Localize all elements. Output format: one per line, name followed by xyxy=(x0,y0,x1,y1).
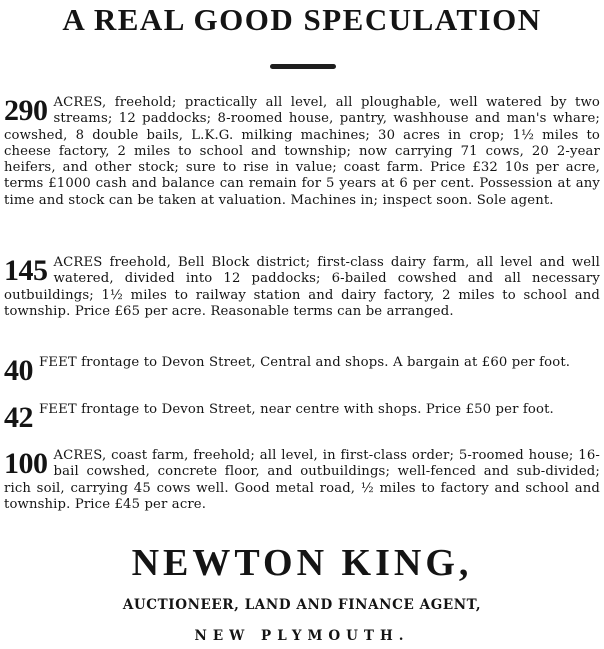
listing-text: ACRES freehold, Bell Block district; first-class dairy farm, all level and well watered, divided into 12 paddocks; 6-bailed cowshed and all necessary outbuildings; 1½ miles to railway station and dairy factory, 2 miles to school and township. Price £65 per acre. Reasonable terms can be arranged. xyxy=(4,255,600,319)
listing-number: 40 xyxy=(4,354,33,387)
listing-100-acres xyxy=(4,448,600,513)
listing-number: 290 xyxy=(4,94,48,127)
listing-text: ACRES, coast farm, freehold; all level, in first-class order; 5-roomed house; 16-bail cowshed, concrete floor, and outbuildings; well-fenced and sub-divided; rich soil, carrying 45 cows well. Good metal road, ½ miles to factory and school and township. Price £45 per acre. xyxy=(4,448,600,512)
listing-145-acres xyxy=(4,255,600,320)
agent-title: AUCTIONEER, LAND AND FINANCE AGENT, xyxy=(122,597,482,613)
listing-290-acres xyxy=(4,95,600,209)
listing-text: FEET frontage to Devon Street, near centre with shops. Price £50 per foot. xyxy=(39,402,554,417)
listing-number: 42 xyxy=(4,401,33,434)
listing-number: 100 xyxy=(4,447,48,480)
agent-name: NEWTON KING, xyxy=(131,542,473,584)
listing-42-feet xyxy=(4,402,600,432)
listing-text: FEET frontage to Devon Street, Central and shops. A bargain at £60 per foot. xyxy=(39,355,571,370)
headline: A REAL GOOD SPECULATION xyxy=(62,2,542,37)
divider-rule xyxy=(270,64,336,69)
listing-text: ACRES, freehold; practically all level, all ploughable, well watered by two streams; 12 paddocks; 8-roomed house, pantry, washhouse and man's whare; cowshed, 8 double bails, L.K.G. milking machines; 30 acres in crop; 1½ miles to cheese factory, 2 miles to school and township; now carrying 71 cows, 20 2-year heifers, and other stock; sure to rise in value; coast farm. Price £32 10s per acre, terms £1000 cash and balance can remain for 5 years at 6 per cent. Possession at any time and stock can be taken at valuation. Machines in; inspect soon. Sole agent. xyxy=(4,95,600,208)
listing-40-feet xyxy=(4,355,600,385)
listing-number: 145 xyxy=(4,254,48,287)
agent-location: NEW PLYMOUTH. xyxy=(194,628,410,644)
